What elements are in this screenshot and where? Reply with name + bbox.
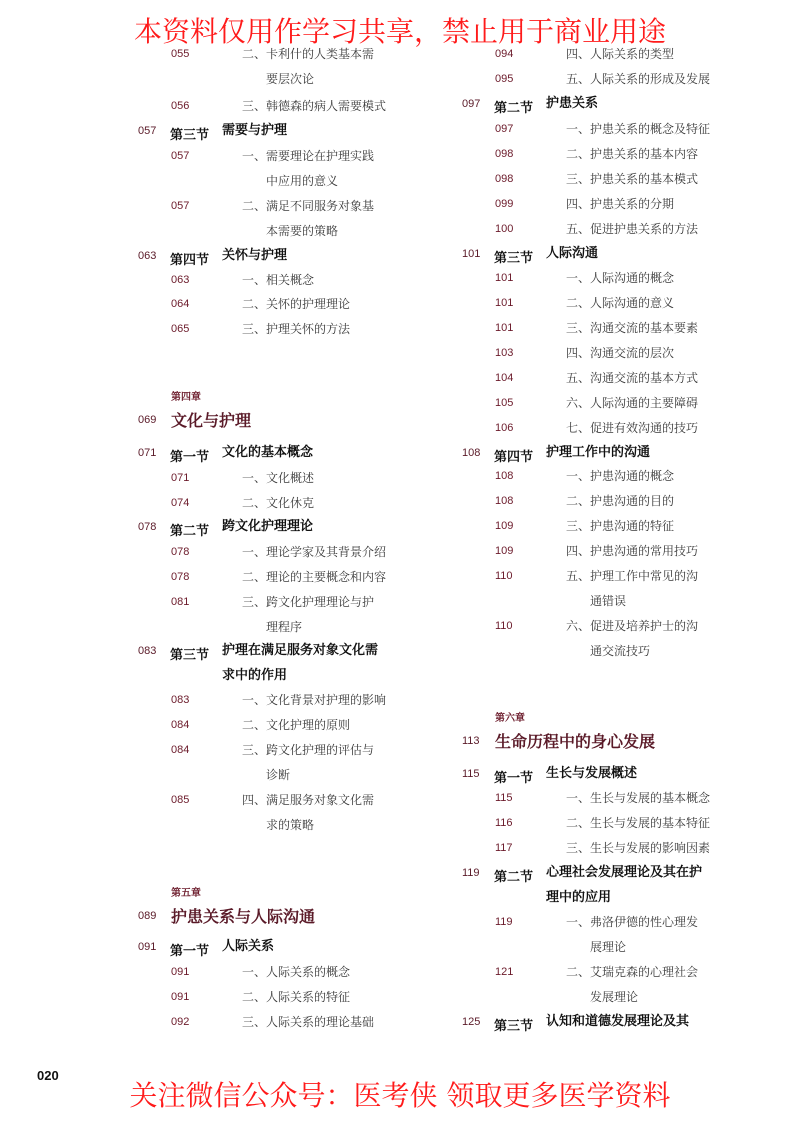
item-text: 一、护患沟通的概念 [566,469,675,483]
item-text: 五、沟通交流的基本方式 [566,371,699,385]
page-ref: 098 [495,173,514,185]
item-text: 六、人际沟通的主要障碍 [566,396,699,410]
section-title: 护患关系 [546,96,599,111]
page-ref: 101 [495,272,514,284]
section-label: 第三节 [494,1019,534,1034]
item-text-cont: 诊断 [266,768,291,782]
item-text: 四、满足服务对象文化需 [242,793,375,807]
page-ref: 098 [495,148,514,160]
item-text: 三、护患沟通的特征 [566,519,675,533]
page-ref: 109 [495,545,514,557]
section-title: 生长与发展概述 [546,766,638,781]
item-text: 一、护患关系的概念及特征 [566,122,711,136]
page-ref: 095 [495,73,514,85]
page-ref: 110 [495,570,513,582]
item-text: 二、人际沟通的意义 [566,296,675,310]
page-ref: 115 [462,768,480,780]
page-ref: 063 [171,274,190,286]
chapter-label: 第六章 [495,713,525,724]
item-text: 一、相关概念 [242,273,315,287]
section-label: 第一节 [170,944,210,959]
section-title: 认知和道德发展理论及其 [546,1014,690,1029]
item-text: 三、韩德森的病人需要模式 [242,99,387,113]
page-ref: 101 [495,297,514,309]
item-text-cont: 发展理论 [590,990,639,1004]
item-text: 四、人际关系的类型 [566,47,675,61]
item-text-cont: 理程序 [266,620,303,634]
section-title-cont: 理中的应用 [546,890,612,905]
page-ref: 081 [171,596,190,608]
section-title: 需要与护理 [222,123,288,138]
page-ref: 089 [138,910,157,922]
page-ref: 103 [495,347,514,359]
item-text: 二、文化护理的原则 [242,718,351,732]
page-ref: 084 [171,719,190,731]
item-text: 二、关怀的护理理论 [242,297,351,311]
page-ref: 121 [495,966,514,978]
page-ref: 092 [171,1016,190,1028]
section-title: 人际关系 [222,939,275,954]
page-number: 020 [37,1068,59,1083]
item-text-cont: 要层次论 [266,72,315,86]
page-ref: 091 [138,941,157,953]
item-text-cont: 中应用的意义 [266,174,339,188]
item-text-cont: 通错误 [590,594,627,608]
page-ref: 097 [462,98,481,110]
page-ref: 055 [171,48,190,60]
section-title: 心理社会发展理论及其在护 [546,865,703,880]
page-ref: 101 [462,248,481,260]
item-text: 七、促进有效沟通的技巧 [566,421,699,435]
page-ref: 064 [171,298,190,310]
section-label: 第四节 [170,253,210,268]
section-label: 第三节 [170,128,210,143]
page-ref: 069 [138,414,157,426]
page-ref: 083 [171,694,190,706]
item-text: 三、人际关系的理论基础 [242,1015,375,1029]
section-label: 第一节 [494,771,534,786]
item-text: 一、弗洛伊德的性心理发 [566,915,699,929]
section-label: 第四节 [494,450,534,465]
page-ref: 110 [495,620,513,632]
page-ref: 108 [495,470,514,482]
section-label: 第二节 [494,870,534,885]
item-text: 一、文化概述 [242,471,315,485]
page-ref: 057 [171,150,190,162]
item-text: 三、护患关系的基本模式 [566,172,699,186]
watermark-top: 本资料仅用作学习共享，禁止用于商业用途 [133,15,666,48]
item-text: 五、促进护患关系的方法 [566,222,699,236]
page-ref: 105 [495,397,514,409]
page-ref: 097 [495,123,514,135]
section-title: 护理工作中的沟通 [546,445,651,460]
page-ref: 108 [462,447,481,459]
item-text: 三、跨文化护理的评估与 [242,743,375,757]
page-ref: 108 [495,495,514,507]
chapter-label: 第四章 [171,392,201,403]
page-ref: 119 [495,916,513,928]
page-ref: 113 [462,735,480,747]
item-text: 一、文化背景对护理的影响 [242,693,387,707]
chapter-title: 文化与护理 [171,411,252,430]
item-text: 五、护理工作中常见的沟 [566,569,699,583]
item-text: 一、人际沟通的概念 [566,271,675,285]
page-ref: 063 [138,250,157,262]
page-ref: 091 [171,991,190,1003]
item-text: 三、生长与发展的影响因素 [566,841,711,855]
page-ref: 056 [171,100,190,112]
page-ref: 078 [171,571,190,583]
section-title: 人际沟通 [546,246,599,261]
page-ref: 083 [138,645,157,657]
page-ref: 100 [495,223,514,235]
page-ref: 065 [171,323,190,335]
item-text: 三、跨文化护理理论与护 [242,595,375,609]
section-title-cont: 求中的作用 [222,668,288,683]
section-title: 文化的基本概念 [222,445,314,460]
item-text-cont: 通交流技巧 [590,644,651,658]
item-text: 一、理论学家及其背景介绍 [242,545,387,559]
watermark-bottom: 关注微信公众号：医考侠 领取更多医学资料 [129,1079,671,1112]
page-ref: 074 [171,497,190,509]
item-text: 四、护患沟通的常用技巧 [566,544,699,558]
page-ref: 078 [138,521,157,533]
page-ref: 078 [171,546,190,558]
item-text: 三、沟通交流的基本要素 [566,321,699,335]
chapter-title: 护患关系与人际沟通 [171,907,316,926]
item-text: 六、促进及培养护士的沟 [566,619,699,633]
page-ref: 119 [462,867,480,879]
section-title: 关怀与护理 [222,248,288,263]
section-label: 第二节 [494,101,534,116]
item-text-cont: 本需要的策略 [266,224,339,238]
item-text: 二、卡利什的人类基本需 [242,47,375,61]
section-label: 第一节 [170,450,210,465]
item-text: 四、护患关系的分期 [566,197,675,211]
item-text-cont: 展理论 [590,940,627,954]
page-ref: 115 [495,792,513,804]
page-ref: 125 [462,1016,481,1028]
item-text: 二、满足不同服务对象基 [242,199,375,213]
item-text: 二、艾瑞克森的心理社会 [566,965,699,979]
page-ref: 084 [171,744,190,756]
item-text: 一、人际关系的概念 [242,965,351,979]
item-text: 二、护患沟通的目的 [566,494,675,508]
page-ref: 057 [171,200,190,212]
page-ref: 085 [171,794,190,806]
section-title: 跨文化护理理论 [222,519,314,534]
page-ref: 117 [495,842,513,854]
item-text: 一、需要理论在护理实践 [242,149,375,163]
page-ref: 116 [495,817,513,829]
item-text: 三、护理关怀的方法 [242,322,351,336]
page-ref: 094 [495,48,514,60]
page-ref: 104 [495,372,514,384]
item-text: 二、理论的主要概念和内容 [242,570,387,584]
page-ref: 099 [495,198,514,210]
item-text: 二、文化休克 [242,496,315,510]
page-ref: 071 [171,472,190,484]
item-text: 二、人际关系的特征 [242,990,351,1004]
section-label: 第三节 [170,648,210,663]
section-title: 护理在满足服务对象文化需 [222,643,379,658]
item-text: 二、生长与发展的基本特征 [566,816,711,830]
section-label: 第二节 [170,524,210,539]
item-text-cont: 求的策略 [266,818,315,832]
page-ref: 071 [138,447,157,459]
page-ref: 057 [138,125,157,137]
page-ref: 106 [495,422,514,434]
page-ref: 109 [495,520,514,532]
page-ref: 091 [171,966,190,978]
item-text: 四、沟通交流的层次 [566,346,675,360]
chapter-label: 第五章 [171,888,201,899]
item-text: 五、人际关系的形成及发展 [566,72,711,86]
item-text: 二、护患关系的基本内容 [566,147,699,161]
item-text: 一、生长与发展的基本概念 [566,791,711,805]
page-ref: 101 [495,322,514,334]
chapter-title: 生命历程中的身心发展 [495,732,656,751]
section-label: 第三节 [494,251,534,266]
